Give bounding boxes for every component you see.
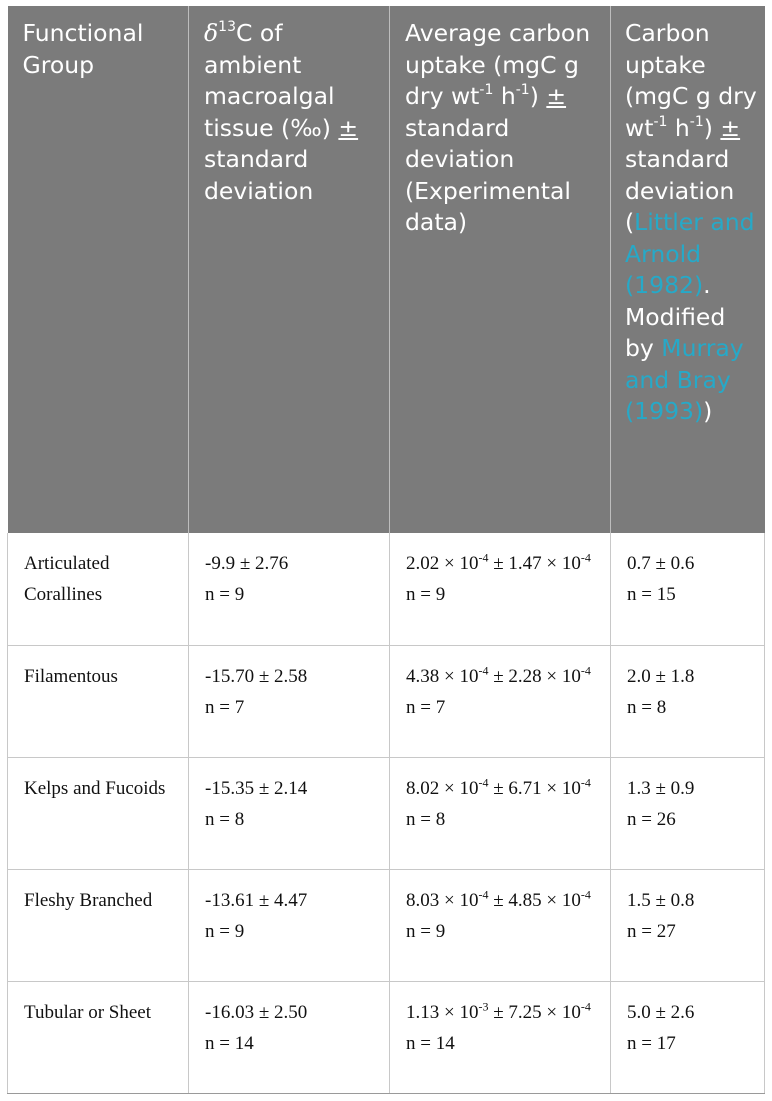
- header-functional-group: Functional Group: [8, 6, 189, 533]
- cell-delta13c: -15.70 ± 2.58 n = 7: [189, 645, 390, 757]
- cell-delta13c: -13.61 ± 4.47 n = 9: [189, 869, 390, 981]
- cell-literature-uptake: 1.5 ± 0.8 n = 27: [611, 869, 765, 981]
- cell-literature-uptake: 2.0 ± 1.8 n = 8: [611, 645, 765, 757]
- cell-functional-group: Kelps and Fucoids: [8, 757, 189, 869]
- data-table: [7, 6, 765, 1094]
- cell-functional-group: Articulated Corallines: [8, 533, 189, 645]
- cell-average-uptake: $2.02 \times 10^{-4} \pm 1.47 \times 10^{-4}$ n = 9: [390, 533, 611, 645]
- table-row: [8, 645, 765, 757]
- table-row: [8, 981, 765, 1093]
- reference-link-littler-arnold[interactable]: Littler and Arnold (1982): [625, 208, 755, 299]
- cell-delta13c: -9.9 ± 2.76 n = 9: [189, 533, 390, 645]
- delta-symbol: δ: [204, 19, 219, 47]
- table-row: [8, 757, 765, 869]
- cell-average-uptake: $1.13 \times 10^{-3} \pm 7.25 \times 10^{-4}$ n = 14: [390, 981, 611, 1093]
- cell-average-uptake: $4.38 \times 10^{-4} \pm 2.28 \times 10^{-4}$ n = 7: [390, 645, 611, 757]
- header-average-uptake: Average carbon uptake (mgC g dry $wt^{-1}$ $h^{-1}$) ± standard deviation (Experimental data): [390, 6, 611, 533]
- cell-literature-uptake: 0.7 ± 0.6 n = 15: [611, 533, 765, 645]
- cell-delta13c: -16.03 ± 2.50 n = 14: [189, 981, 390, 1093]
- cell-literature-uptake: 1.3 ± 0.9 n = 26: [611, 757, 765, 869]
- cell-average-uptake: $8.02 \times 10^{-4} \pm 6.71 \times 10^{-4}$ n = 8: [390, 757, 611, 869]
- header-literature-uptake: Carbon uptake (mgC g dry $wt^{-1}$ $h^{-1}$) ± standard deviation (Littler and Arnold (1982). Modified by Murray and Bray (1993)): [611, 6, 765, 533]
- cell-delta13c: -15.35 ± 2.14 n = 8: [189, 757, 390, 869]
- table-row: [8, 533, 765, 645]
- cell-average-uptake: $8.03 \times 10^{-4} \pm 4.85 \times 10^{-4}$ n = 9: [390, 869, 611, 981]
- cell-functional-group: Fleshy Branched: [8, 869, 189, 981]
- table-header: [8, 6, 765, 533]
- cell-functional-group: Tubular or Sheet: [8, 981, 189, 1093]
- header-delta13c: $\delta^{13}C$ of ambient macroalgal tissue (‰) ± standard deviation: [189, 6, 390, 533]
- header-row: [8, 6, 765, 533]
- cell-functional-group: Filamentous: [8, 645, 189, 757]
- table-body: [8, 533, 765, 1093]
- table-row: [8, 869, 765, 981]
- reference-link-murray-bray[interactable]: Murray and Bray (1993): [625, 334, 744, 425]
- cell-literature-uptake: 5.0 ± 2.6 n = 17: [611, 981, 765, 1093]
